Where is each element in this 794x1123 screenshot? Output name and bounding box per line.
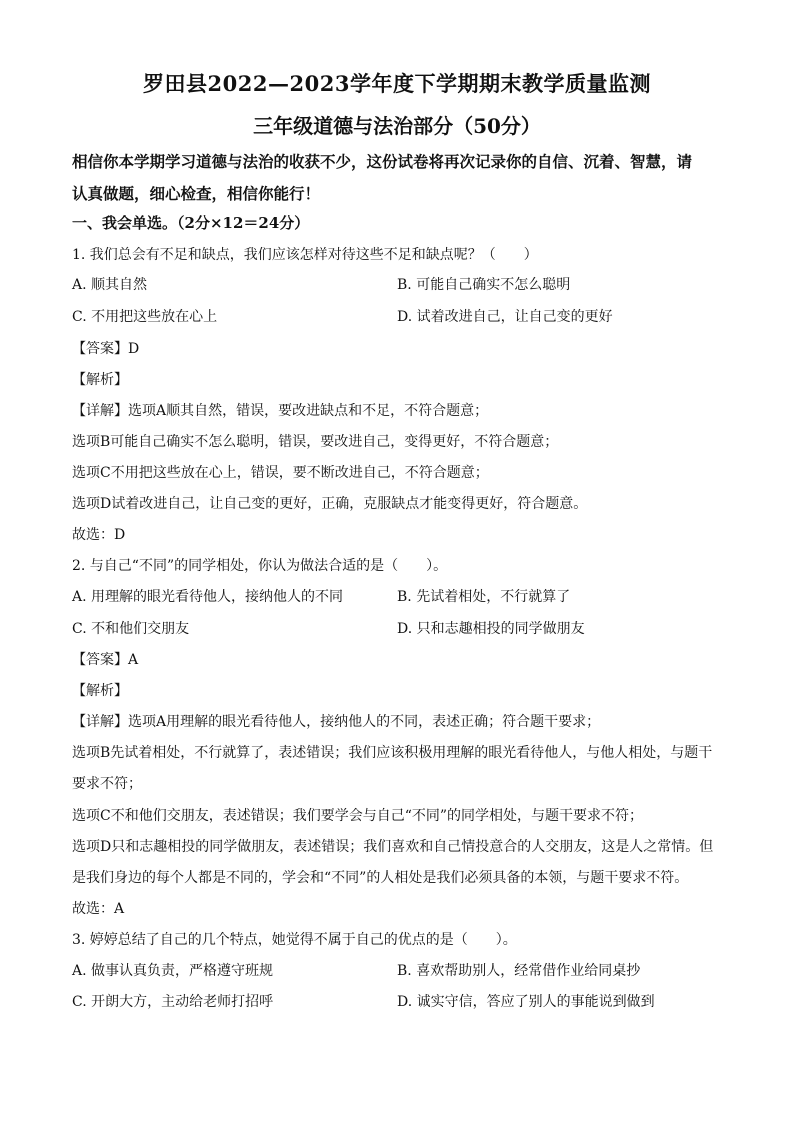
question-1-detail-3: 选项C不用把这些放在心上，错误，要不断改进自己，不符合题意； (72, 465, 489, 481)
exam-title: 罗田县2022—2023学年度下学期期末教学质量监测 (143, 71, 651, 96)
intro-line-2: 认真做题，细心检查，相信你能行！ (72, 184, 321, 203)
question-1-option-c: C. 不用把这些放在心上 (72, 309, 218, 325)
question-2-detail-2: 选项B先试着相处，不行就算了，表述错误；我们应该积极用理解的眼光看待他人，与他人相处，与题干 (72, 745, 713, 761)
question-2-option-c: C. 不和他们交朋友 (72, 621, 190, 637)
question-1-option-b: B. 可能自己确实不怎么聪明 (397, 277, 571, 293)
question-3-option-c: C. 开朗大方，主动给老师打招呼 (72, 994, 274, 1010)
question-1-detail-1: 【详解】选项A顺其自然，错误，要改进缺点和不足，不符合题意； (72, 403, 489, 419)
intro-line-1: 相信你本学期学习道德与法治的收获不少，这份试卷将再次记录你的自信、沉着、智慧，请 (72, 152, 693, 171)
question-2-detail-5: 选项D只和志趣相投的同学做朋友，表述错误；我们喜欢和自己情投意合的人交朋友，这是人之常情。但 (72, 839, 714, 855)
question-1-detail-2: 选项B可能自己确实不怎么聪明，错误，要改进自己，变得更好，不符合题意； (72, 434, 559, 450)
question-1-analysis: 【解析】 (72, 372, 128, 388)
question-3-option-d: D. 诚实守信，答应了别人的事能说到做到 (397, 994, 655, 1010)
question-3-option-a: A. 做事认真负责，严格遵守班规 (72, 963, 274, 979)
question-2-option-a: A. 用理解的眼光看待他人，接纳他人的不同 (72, 589, 344, 605)
question-1-detail-5: 故选：D (72, 527, 126, 543)
question-2-detail-1: 【详解】选项A用理解的眼光看待他人，接纳他人的不同，表述正确；符合题干要求； (72, 714, 601, 730)
question-2-analysis: 【解析】 (72, 683, 128, 699)
question-1-answer: 【答案】D (72, 341, 140, 357)
question-2-stem: 2. 与自己“不同”的同学相处，你认为做法合适的是（ ）。 (72, 558, 448, 574)
question-1-stem: 1. 我们总会有不足和缺点，我们应该怎样对待这些不足和缺点呢？（ ） (72, 247, 538, 263)
question-1-option-a: A. 顺其自然 (72, 277, 148, 293)
question-2-detail-4: 选项C不和他们交朋友，表述错误；我们要学会与自己“不同”的同学相处，与题干要求不符； (72, 808, 644, 824)
question-3-option-b: B. 喜欢帮助别人，经常借作业给同桌抄 (397, 963, 641, 979)
question-2-detail-6: 是我们身边的每个人都是不同的，学会和“不同”的人相处是我们必须具备的本领，与题干要求不符。 (72, 870, 689, 886)
question-2-option-d: D. 只和志趣相投的同学做朋友 (397, 621, 585, 637)
section-heading: 一、我会单选。（2分×12＝24分） (72, 214, 310, 232)
question-2-option-b: B. 先试着相处，不行就算了 (397, 589, 571, 605)
question-2-answer: 【答案】A (72, 652, 139, 668)
question-1-detail-4: 选项D试着改进自己，让自己变的更好，正确，克服缺点才能变得更好，符合题意。 (72, 496, 588, 512)
exam-subtitle: 三年级道德与法治部分（50分） (253, 114, 541, 138)
question-2-detail-3: 要求不符； (72, 776, 142, 792)
question-1-option-d: D. 试着改进自己，让自己变的更好 (397, 309, 613, 325)
question-3-stem: 3. 婷婷总结了自己的几个特点，她觉得不属于自己的优点的是（ ）。 (72, 932, 517, 948)
question-2-detail-7: 故选：A (72, 901, 125, 917)
